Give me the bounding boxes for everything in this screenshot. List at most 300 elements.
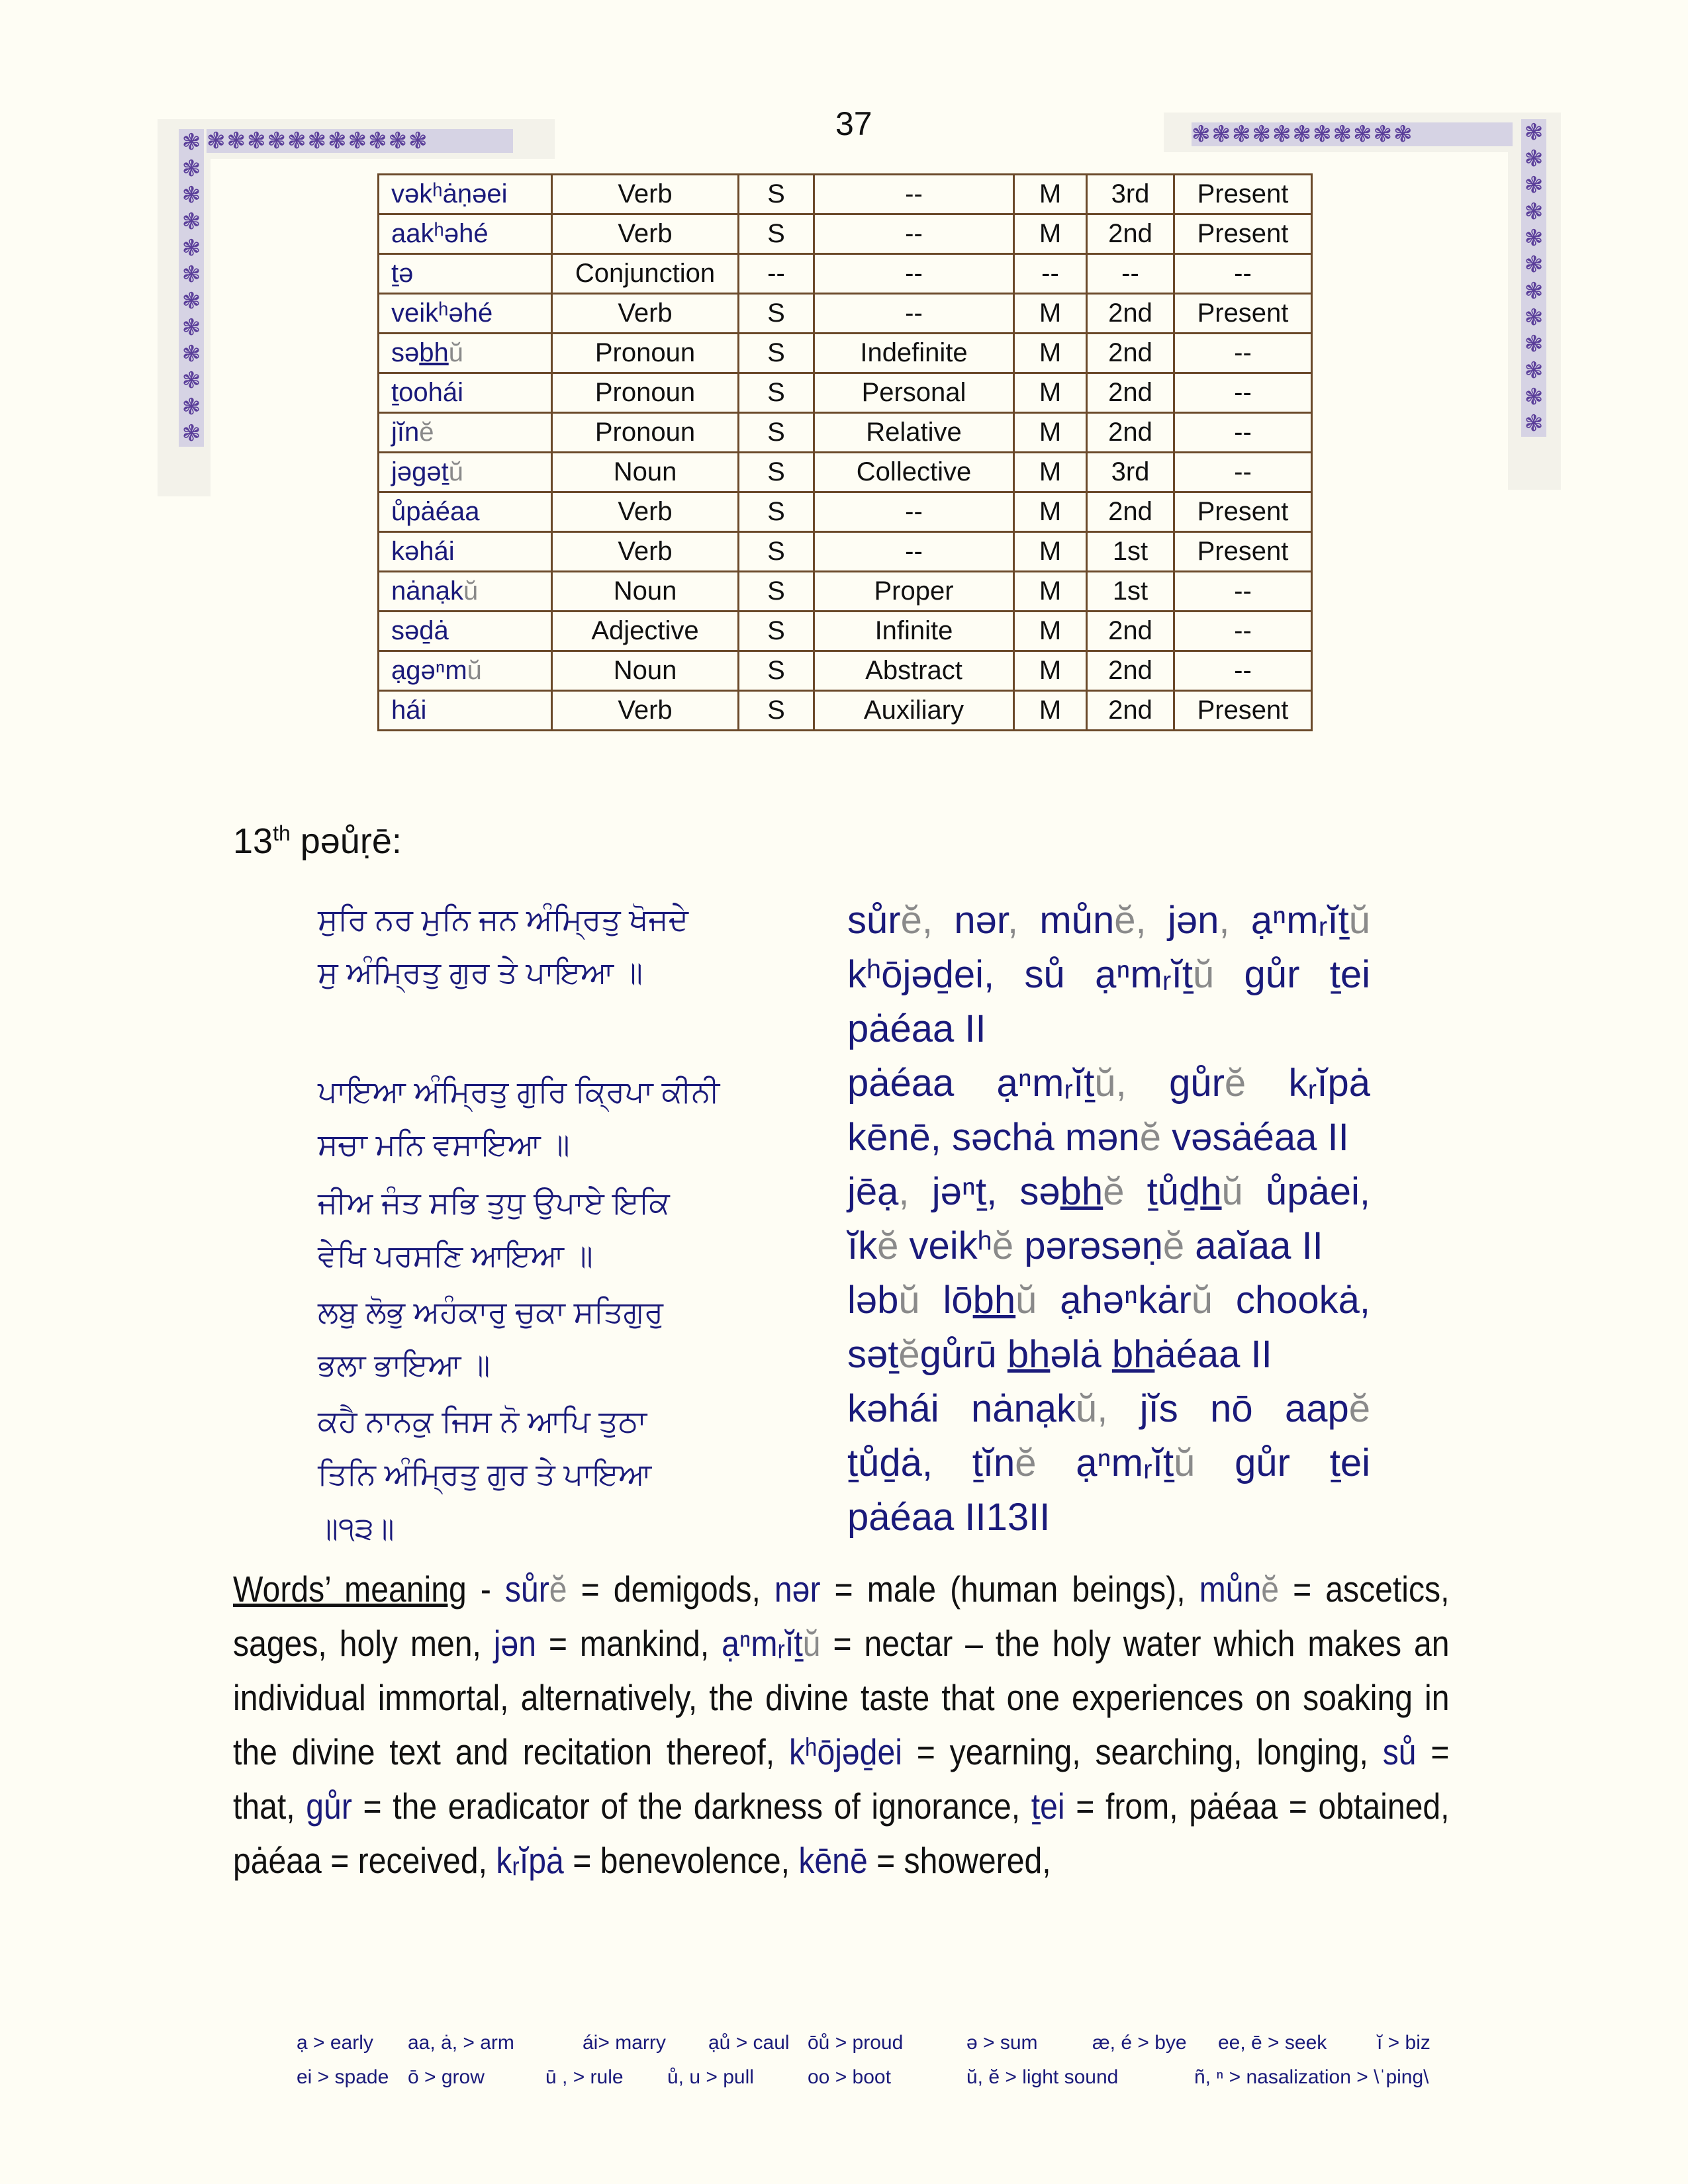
cell-word	[379, 214, 552, 254]
flower-ornament-icon: ❃	[1524, 120, 1544, 145]
cell-part-of-speech: Verb	[552, 691, 739, 731]
table-row	[379, 651, 1312, 691]
cell-word	[379, 413, 552, 453]
table-row	[379, 413, 1312, 453]
transliteration-part: gůr	[1126, 1062, 1225, 1105]
legend-item: oo > boot	[808, 2066, 891, 2088]
table-row	[379, 175, 1312, 214]
meaning-text: můn	[1199, 1569, 1262, 1610]
word-part: jəgəṯ	[391, 457, 449, 486]
cell-person: 2nd	[1087, 413, 1174, 453]
legend-item: ạ > early	[297, 2032, 373, 2054]
transliteration-line	[847, 1273, 1370, 1328]
transliteration-part: pȧéaa II13II	[847, 1496, 1051, 1539]
cell-tense: Present	[1174, 691, 1312, 731]
transliteration-part: ṯůḏ	[1124, 1170, 1201, 1213]
cell-type: Auxiliary	[814, 691, 1014, 731]
cell-type: Abstract	[814, 651, 1014, 691]
cell-type: --	[814, 254, 1014, 294]
meaning-text: = that,	[233, 1731, 1450, 1827]
cell-part-of-speech: Noun	[552, 572, 739, 612]
cell-person: 2nd	[1087, 651, 1174, 691]
word-part: vəkʰȧṇəei	[391, 179, 508, 208]
cell-word	[379, 334, 552, 373]
cell-person: --	[1087, 254, 1174, 294]
flower-ornament-icon: ❃	[307, 128, 326, 154]
cell-number: --	[739, 254, 814, 294]
transliteration-part: bh	[1060, 1170, 1103, 1213]
cell-type: --	[814, 294, 1014, 334]
table-row	[379, 612, 1312, 651]
grammar-table	[377, 173, 1313, 731]
legend-item: ū , > rule	[545, 2066, 624, 2088]
transliteration-verse	[847, 893, 1370, 1545]
cell-person: 2nd	[1087, 492, 1174, 532]
cell-person: 1st	[1087, 532, 1174, 572]
transliteration-part: ĕ	[1015, 1441, 1037, 1484]
transliteration-part: nər	[954, 899, 1008, 942]
table-row	[379, 334, 1312, 373]
cell-number: S	[739, 175, 814, 214]
legend-item: ái> marry	[583, 2032, 666, 2054]
gurmukhi-line: ਪਾਇਆ ਅੰਮ੍ਰਿਤੁ ਗੁਰਿ ਕ੍ਰਿਪਾ ਕੀਨੀ	[318, 1074, 720, 1109]
cell-gender: M	[1014, 294, 1087, 334]
transliteration-line	[847, 1056, 1370, 1111]
gurmukhi-line: ਵੇਖਿ ਪਰਸਣਿ ਆਇਆ ॥	[318, 1238, 593, 1273]
transliteration-part: ṯůḏȧ, ṯĭn	[847, 1441, 1015, 1484]
transliteration-part: kʰōjəḏei, sů ạⁿmᵣĭṯ	[847, 953, 1193, 996]
cell-tense: --	[1174, 413, 1312, 453]
cell-type: --	[814, 214, 1014, 254]
flower-ornament-icon: ❃	[1353, 122, 1372, 147]
transliteration-part: můn	[1039, 899, 1115, 942]
transliteration-part: ,	[1219, 899, 1251, 942]
transliteration-part: bh	[972, 1279, 1016, 1322]
legend-item: ə > sum	[966, 2032, 1038, 2054]
flower-ornament-icon: ❃	[1252, 122, 1271, 147]
word-part: jĭn	[391, 418, 420, 447]
transliteration-part: ĕ	[1139, 1116, 1161, 1159]
meaning-text: = mankind,	[536, 1623, 722, 1664]
table-row	[379, 532, 1312, 572]
cell-word	[379, 175, 552, 214]
cell-gender: M	[1014, 612, 1087, 651]
cell-part-of-speech: Verb	[552, 532, 739, 572]
meaning-text: = yearning, searching, longing,	[902, 1731, 1383, 1772]
flower-ornament-icon: ❃	[348, 128, 367, 154]
transliteration-part: jəⁿṯ, sə	[909, 1170, 1060, 1213]
legend-item: ạů > caul	[708, 2032, 790, 2054]
meaning-text: = ascetics, sages, holy men,	[233, 1569, 1450, 1664]
cell-type: --	[814, 175, 1014, 214]
cell-word	[379, 572, 552, 612]
cell-word	[379, 254, 552, 294]
meaning-text: = the eradicator of the darkness of ignorance,	[352, 1786, 1031, 1827]
transliteration-part: aaĭaa II	[1184, 1224, 1323, 1267]
transliteration-part: səṯ	[847, 1333, 899, 1376]
transliteration-line	[847, 1219, 1370, 1273]
transliteration-part: ĕ	[1162, 1224, 1185, 1267]
cell-gender: M	[1014, 691, 1087, 731]
flower-ornament-icon: ❃	[1524, 146, 1544, 171]
table-row	[379, 254, 1312, 294]
transliteration-line	[847, 893, 1370, 948]
flower-ornament-icon: ❃	[1524, 199, 1544, 224]
transliteration-line	[847, 1382, 1370, 1436]
transliteration-part: ŭ	[1221, 1170, 1243, 1213]
cell-gender: M	[1014, 651, 1087, 691]
cell-part-of-speech: Verb	[552, 175, 739, 214]
cell-gender: M	[1014, 572, 1087, 612]
transliteration-part: ,	[1007, 899, 1040, 942]
flower-ornament-icon: ❃	[181, 394, 201, 420]
transliteration-line	[847, 1111, 1370, 1165]
meaning-text: = showered,	[867, 1840, 1051, 1881]
gurmukhi-line: ਤਿਨਿ ਅੰਮ੍ਰਿਤੁ ਗੁਰ ਤੇ ਪਾਇਆ	[318, 1457, 652, 1491]
cell-tense: Present	[1174, 532, 1312, 572]
legend-item: aa, ȧ, > arm	[408, 2032, 514, 2054]
word-part: ŭ	[448, 457, 463, 486]
cell-part-of-speech: Conjunction	[552, 254, 739, 294]
flower-ornament-icon: ❃	[328, 128, 347, 154]
page-number: 37	[835, 105, 872, 142]
transliteration-part: ĕ,	[900, 899, 955, 942]
cell-gender: M	[1014, 175, 1087, 214]
meaning-text: Words’ meaning	[233, 1569, 467, 1610]
cell-type: Relative	[814, 413, 1014, 453]
legend-item: ōů > proud	[808, 2032, 904, 2054]
flower-ornament-icon: ❃	[1524, 173, 1544, 198]
transliteration-part: ĕ	[1348, 1387, 1370, 1430]
cell-number: S	[739, 214, 814, 254]
transliteration-part: ĕ	[1103, 1170, 1125, 1213]
meaning-text: ṯei	[1031, 1786, 1065, 1827]
transliteration-part: ĕ	[898, 1333, 920, 1376]
word-part: ůpȧéaa	[391, 497, 480, 526]
cell-tense: --	[1174, 453, 1312, 492]
meaning-text: kᵣĭpȧ	[496, 1840, 564, 1881]
cell-number: S	[739, 492, 814, 532]
transliteration-part: ləb	[847, 1279, 899, 1322]
meaning-text: = demigods,	[567, 1569, 774, 1610]
transliteration-part: pərəsəṇ	[1013, 1224, 1163, 1267]
gurmukhi-line: ਸੁਰਿ ਨਰ ਮੁਨਿ ਜਨ ਅੰਮ੍ਰਿਤੁ ਖੋਜਦੇ	[318, 902, 689, 936]
transliteration-part: vəsȧéaa II	[1160, 1116, 1349, 1159]
transliteration-part: ạⁿmᵣĭṯ	[1250, 899, 1349, 942]
flower-ornament-icon: ❃	[181, 183, 201, 208]
flower-ornament-icon: ❃	[1272, 122, 1291, 147]
transliteration-part: ŭ,	[1076, 1387, 1108, 1430]
transliteration-part: jən	[1167, 899, 1219, 942]
cell-tense: Present	[1174, 492, 1312, 532]
legend-item: ei > spade	[297, 2066, 389, 2088]
flower-ornament-icon: ❃	[1524, 332, 1544, 357]
word-part: ạgəⁿm	[391, 656, 467, 685]
cell-word	[379, 691, 552, 731]
flower-ornament-icon: ❃	[181, 156, 201, 181]
transliteration-line	[847, 1002, 1370, 1056]
cell-number: S	[739, 334, 814, 373]
table-row	[379, 453, 1312, 492]
cell-tense: Present	[1174, 214, 1312, 254]
legend-item: ů, u > pull	[667, 2066, 754, 2088]
flower-ornament-icon: ❃	[368, 128, 387, 154]
flower-ornament-icon: ❃	[226, 128, 246, 154]
cell-word	[379, 492, 552, 532]
cell-word	[379, 294, 552, 334]
meaning-text: kʰōjəḏei	[788, 1731, 902, 1772]
flower-ornament-icon: ❃	[207, 128, 226, 154]
transliteration-line	[847, 1436, 1370, 1490]
transliteration-part: ůpȧei,	[1243, 1170, 1370, 1213]
cell-type: Personal	[814, 373, 1014, 413]
word-part: ŭ	[467, 656, 482, 685]
cell-part-of-speech: Verb	[552, 294, 739, 334]
transliteration-part: ĕ	[992, 1224, 1014, 1267]
meaning-text: kēnē	[798, 1840, 868, 1881]
word-part: ĕ	[419, 418, 434, 447]
table-row	[379, 572, 1312, 612]
transliteration-part: ĕ	[1224, 1062, 1246, 1105]
flower-ornament-icon: ❃	[1232, 122, 1251, 147]
transliteration-part: ạhəⁿkȧr	[1037, 1279, 1192, 1322]
cell-word	[379, 453, 552, 492]
legend-item: ĭ > biz	[1377, 2032, 1430, 2054]
flower-ornament-icon: ❃	[1524, 305, 1544, 330]
transliteration-line	[847, 1490, 1370, 1545]
flower-ornament-icon: ❃	[1313, 122, 1332, 147]
transliteration-part: ,	[898, 1170, 910, 1213]
cell-word	[379, 532, 552, 572]
word-part: nȧnạk	[391, 576, 463, 606]
cell-type: --	[814, 532, 1014, 572]
table-row	[379, 373, 1312, 413]
words-meaning-paragraph	[233, 1562, 1450, 1888]
transliteration-part: ŭ	[898, 1279, 920, 1322]
transliteration-part: bh	[1007, 1333, 1051, 1376]
meaning-text: = male (human beings),	[820, 1569, 1199, 1610]
transliteration-part: ŭ	[1192, 953, 1215, 996]
transliteration-part: ĕ,	[1114, 899, 1168, 942]
cell-tense: --	[1174, 254, 1312, 294]
flower-ornament-icon: ❃	[181, 341, 201, 367]
cell-part-of-speech: Pronoun	[552, 334, 739, 373]
word-part: ŭ	[463, 576, 479, 606]
cell-number: S	[739, 453, 814, 492]
cell-tense: --	[1174, 373, 1312, 413]
gurmukhi-line: ॥੧੩॥	[318, 1511, 395, 1545]
word-part: veikʰəhé	[391, 298, 493, 328]
transliteration-part: əlȧ	[1050, 1333, 1112, 1376]
cell-tense: Present	[1174, 175, 1312, 214]
cell-number: S	[739, 612, 814, 651]
cell-word	[379, 612, 552, 651]
meaning-text: ŭ	[802, 1623, 821, 1664]
gurmukhi-line: ਜੀਅ ਜੰਤ ਸਭਿ ਤੁਧੁ ਉਪਾਏ ਇਕਿ	[318, 1185, 670, 1220]
cell-number: S	[739, 294, 814, 334]
transliteration-part: bh	[1111, 1333, 1155, 1376]
word-part: sə	[391, 338, 420, 367]
cell-type: Indefinite	[814, 334, 1014, 373]
word-part: ŭ	[448, 338, 463, 367]
flower-ornament-icon: ❃	[181, 421, 201, 446]
cell-type: Proper	[814, 572, 1014, 612]
gurmukhi-line: ਲਬੁ ਲੋਭੁ ਅਹੰਕਾਰੁ ਚੁਕਾ ਸਤਿਗੁਰੁ	[318, 1295, 664, 1329]
meaning-text: -	[466, 1569, 505, 1610]
meaning-text: nər	[774, 1569, 821, 1610]
flower-border-right	[1521, 119, 1546, 437]
gurmukhi-line: ਸੁ ਅੰਮ੍ਰਿਤੁ ਗੁਰ ਤੇ ਪਾਇਆ ॥	[318, 955, 643, 989]
meaning-text: gůr	[306, 1786, 352, 1827]
cell-gender: --	[1014, 254, 1087, 294]
cell-person: 2nd	[1087, 294, 1174, 334]
word-part: hái	[391, 696, 427, 725]
flower-ornament-icon: ❃	[1292, 122, 1311, 147]
section-heading	[233, 821, 402, 862]
cell-part-of-speech: Noun	[552, 651, 739, 691]
cell-tense: Present	[1174, 294, 1312, 334]
meaning-text: = from, pȧéaa = obtained, pȧéaa = received,	[233, 1786, 1450, 1881]
cell-gender: M	[1014, 373, 1087, 413]
transliteration-part: ŭ	[1191, 1279, 1213, 1322]
cell-person: 2nd	[1087, 214, 1174, 254]
meaning-text: ĕ	[1261, 1569, 1280, 1610]
flower-ornament-icon: ❃	[181, 368, 201, 393]
cell-number: S	[739, 651, 814, 691]
transliteration-part: gůr ṯei	[1195, 1441, 1370, 1484]
flower-ornament-icon: ❃	[1524, 385, 1544, 410]
cell-tense: --	[1174, 334, 1312, 373]
flower-ornament-icon: ❃	[181, 236, 201, 261]
word-part: ṯoohái	[391, 378, 463, 407]
cell-type: Collective	[814, 453, 1014, 492]
cell-tense: --	[1174, 572, 1312, 612]
cell-gender: M	[1014, 334, 1087, 373]
transliteration-part: ŭ	[1348, 899, 1370, 942]
legend-item: æ, é > bye	[1092, 2032, 1187, 2054]
transliteration-part: ŭ	[1015, 1279, 1037, 1322]
flower-ornament-icon: ❃	[181, 209, 201, 234]
flower-border-top-right	[1192, 122, 1513, 146]
cell-gender: M	[1014, 413, 1087, 453]
flower-ornament-icon: ❃	[388, 128, 407, 154]
word-part: kəhái	[391, 537, 455, 566]
flower-ornament-icon: ❃	[1211, 122, 1231, 147]
cell-gender: M	[1014, 453, 1087, 492]
flower-ornament-icon: ❃	[1373, 122, 1392, 147]
transliteration-part: kᵣĭpȧ	[1246, 1062, 1370, 1105]
legend-item: ee, ē > seek	[1218, 2032, 1327, 2054]
flower-ornament-icon: ❃	[247, 128, 266, 154]
cell-person: 2nd	[1087, 373, 1174, 413]
heading-number: 13	[233, 821, 273, 861]
transliteration-part: ạⁿmᵣĭṯ	[1036, 1441, 1174, 1484]
transliteration-part: h	[1200, 1170, 1222, 1213]
transliteration-line	[847, 948, 1370, 1002]
transliteration-part: kəhái nȧnạk	[847, 1387, 1076, 1430]
flower-ornament-icon: ❃	[287, 128, 306, 154]
cell-part-of-speech: Noun	[552, 453, 739, 492]
cell-tense: --	[1174, 651, 1312, 691]
transliteration-part: ĕ	[877, 1224, 899, 1267]
transliteration-part: pȧéaa II	[847, 1007, 986, 1050]
word-part: səḏȧ	[391, 616, 449, 645]
transliteration-part: ȧéaa II	[1154, 1333, 1272, 1376]
flower-border-top-left	[207, 129, 513, 153]
transliteration-line	[847, 1165, 1370, 1219]
legend-item: ñ, ⁿ > nasalization > \ˈping\	[1194, 2066, 1429, 2088]
cell-person: 3rd	[1087, 453, 1174, 492]
cell-person: 2nd	[1087, 612, 1174, 651]
meaning-text: = benevolence,	[563, 1840, 799, 1881]
meaning-text: sů	[1382, 1731, 1417, 1772]
cell-part-of-speech: Verb	[552, 492, 739, 532]
cell-person: 3rd	[1087, 175, 1174, 214]
meaning-text: sůr	[504, 1569, 549, 1610]
transliteration-part: sůr	[847, 899, 901, 942]
table-row	[379, 492, 1312, 532]
cell-tense: --	[1174, 612, 1312, 651]
table-row	[379, 294, 1312, 334]
legend-item: ŭ, ĕ > light sound	[966, 2066, 1119, 2088]
cell-gender: M	[1014, 532, 1087, 572]
meaning-text: ĕ	[549, 1569, 567, 1610]
flower-ornament-icon: ❃	[1393, 122, 1413, 147]
transliteration-part: ĭk	[847, 1224, 878, 1267]
cell-number: S	[739, 691, 814, 731]
cell-part-of-speech: Pronoun	[552, 373, 739, 413]
transliteration-part: pȧéaa ạⁿmᵣĭṯ	[847, 1062, 1095, 1105]
flower-ornament-icon: ❃	[181, 289, 201, 314]
table-row	[379, 214, 1312, 254]
cell-person: 1st	[1087, 572, 1174, 612]
gurmukhi-line: ਕਹੈ ਨਾਨਕੁ ਜਿਸ ਨੋ ਆਪਿ ਤੁਠਾ	[318, 1404, 647, 1438]
cell-gender: M	[1014, 492, 1087, 532]
transliteration-part: kēnē, səchȧ mən	[847, 1116, 1140, 1159]
transliteration-part: lō	[919, 1279, 973, 1322]
transliteration-part: jĭs nō aap	[1107, 1387, 1349, 1430]
cell-number: S	[739, 572, 814, 612]
flower-ornament-icon: ❃	[181, 130, 201, 155]
flower-ornament-icon: ❃	[1192, 122, 1211, 147]
cell-part-of-speech: Pronoun	[552, 413, 739, 453]
cell-word	[379, 373, 552, 413]
flower-ornament-icon: ❃	[1524, 226, 1544, 251]
cell-word	[379, 651, 552, 691]
cell-type: Infinite	[814, 612, 1014, 651]
flower-ornament-icon: ❃	[1524, 358, 1544, 383]
cell-person: 2nd	[1087, 334, 1174, 373]
transliteration-part: ŭ	[1174, 1441, 1196, 1484]
cell-person: 2nd	[1087, 691, 1174, 731]
flower-border-left	[179, 129, 204, 447]
cell-part-of-speech: Adjective	[552, 612, 739, 651]
transliteration-part: gůrū	[919, 1333, 1008, 1376]
word-part: aakʰəhé	[391, 219, 489, 248]
transliteration-part: ŭ,	[1094, 1062, 1127, 1105]
flower-ornament-icon: ❃	[1524, 279, 1544, 304]
word-part: ṯə	[391, 259, 414, 288]
cell-part-of-speech: Verb	[552, 214, 739, 254]
cell-number: S	[739, 373, 814, 413]
heading-ordinal: th	[273, 821, 291, 845]
cell-number: S	[739, 413, 814, 453]
meaning-text: ạⁿmᵣĭṯ	[722, 1623, 803, 1664]
transliteration-part: gůr ṯei	[1214, 953, 1370, 996]
transliteration-part: jēạ	[847, 1170, 899, 1213]
table-row	[379, 691, 1312, 731]
cell-number: S	[739, 532, 814, 572]
